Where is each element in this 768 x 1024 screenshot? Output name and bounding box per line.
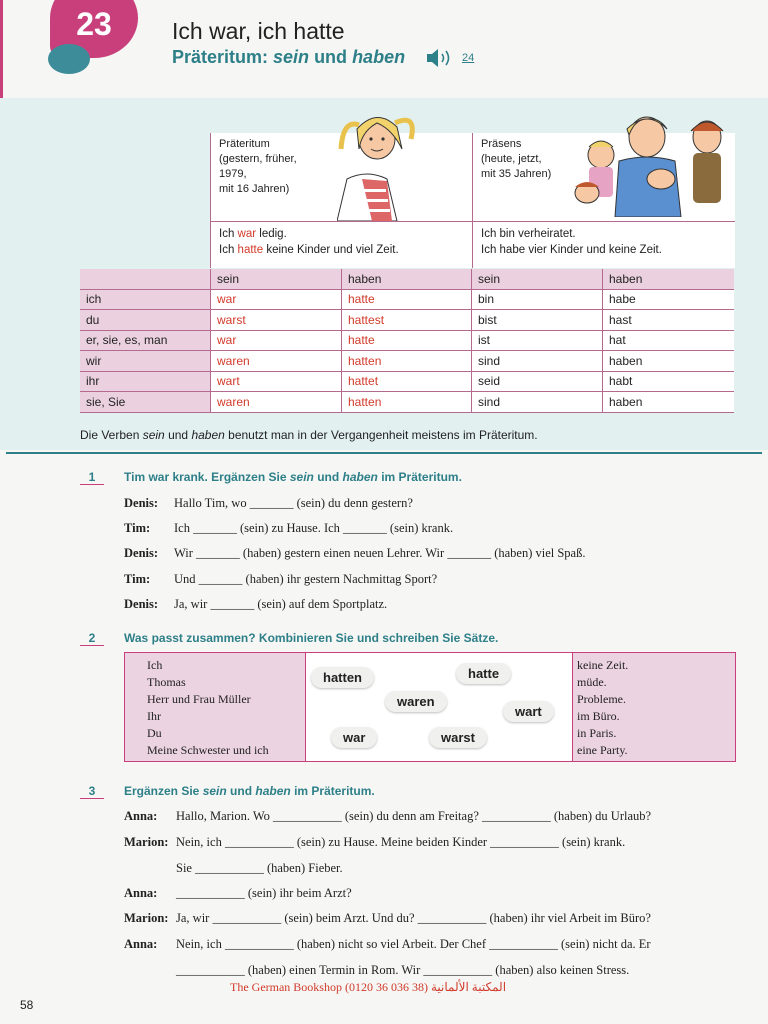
dialogue-line[interactable]: Hallo, Marion. Wo ___________ (sein) du denn am Freitag? ___________ (haben) du Urlaub?: [176, 809, 652, 823]
complement-item: müde.: [577, 675, 607, 689]
table-row: sie, Sie waren hatten sind haben: [80, 392, 734, 413]
complement-item: keine Zeit.: [577, 658, 629, 672]
example-hatte: Ich hatte keine Kinder und viel Zeit.: [219, 244, 399, 256]
praeteritum-examples: [219, 226, 399, 258]
col-header-sein-past: sein: [211, 269, 342, 289]
dialogue-speaker: Denis:: [124, 597, 159, 611]
exercise-2-title: Was passt zusammen? Kombinieren Sie und schreiben Sie Sätze.: [124, 631, 499, 645]
exercise-2-number: 2: [80, 631, 104, 646]
dialogue-speaker: Denis:: [124, 496, 159, 510]
dialogue-line[interactable]: Hallo Tim, wo _______ (sein) du denn gestern?: [174, 496, 413, 510]
dialogue-speaker: Anna:: [124, 937, 158, 951]
subject-item: Du: [147, 726, 162, 740]
audio-track-number[interactable]: 24: [462, 52, 475, 64]
complement-item: eine Party.: [577, 743, 628, 757]
verb-bubble[interactable]: hatten: [311, 667, 374, 688]
col-header-sein-present: sein: [472, 269, 603, 289]
dialogue-line[interactable]: Nein, ich ___________ (sein) zu Hause. Meine beiden Kinder ___________ (sein) krank.: [176, 835, 626, 849]
page-edge-marker: [0, 0, 3, 100]
example-sentences-row: [210, 221, 735, 268]
audio-icon[interactable]: [426, 48, 456, 72]
section-divider: [6, 452, 762, 454]
subject-item: Ich: [147, 658, 163, 672]
dialogue-line[interactable]: Ja, wir _______ (sein) auf dem Sportplatz.: [174, 597, 388, 611]
matching-box: [124, 652, 736, 762]
dialogue-line[interactable]: Ich _______ (sein) zu Hause. Ich _______ (sein) krank.: [174, 521, 454, 535]
verb-bubble[interactable]: wart: [503, 701, 554, 722]
subjects-column: [125, 653, 306, 761]
chapter-badge-accent: [48, 44, 90, 74]
table-row: ich war hatte bin habe: [80, 289, 734, 310]
subject-item: Herr und Frau Müller: [147, 692, 251, 706]
praesens-label: Präsens (heute, jetzt, mit 35 Jahren): [481, 138, 552, 180]
dialogue-speaker: Marion:: [124, 911, 169, 925]
dialogue-line[interactable]: ___________ (haben) einen Termin in Rom. Wir ___________ (haben) also keinen Stress.: [176, 963, 630, 977]
verb-bubble[interactable]: war: [331, 727, 377, 748]
table-row: du warst hattest bist hast: [80, 310, 734, 331]
subject-item: Thomas: [147, 675, 186, 689]
verb-bubble[interactable]: hatte: [456, 663, 511, 684]
young-woman-illustration: [337, 109, 447, 221]
dialogue-speaker: Tim:: [124, 572, 151, 586]
dialogue-speaker: Tim:: [124, 521, 151, 535]
praeteritum-label: Präteritum (gestern, früher, 1979, mit 16 Jahren): [219, 138, 297, 195]
praeteritum-cell: [211, 133, 473, 221]
page-title: Ich war, ich hatte: [172, 18, 345, 44]
grammar-note: Die Verben sein und haben benutzt man in der Vergangenheit meistens im Präteritum.: [80, 428, 538, 442]
col-header-haben-present: haben: [603, 269, 735, 289]
table-header-row: [80, 269, 734, 289]
dialogue-line[interactable]: Nein, ich ___________ (haben) nicht so viel Arbeit. Der Chef ___________ (sein) nicht da. Er: [176, 937, 651, 951]
dialogue-line[interactable]: Ja, wir ___________ (sein) beim Arzt. Und du? ___________ (haben) ihr viel Arbeit im Büro?: [176, 911, 651, 925]
bookshop-watermark: The German Bookshop (0120 36 036 38) المكتبة الألمانية: [230, 980, 507, 994]
dialogue-line[interactable]: Wir _______ (haben) gestern einen neuen Lehrer. Wir _______ (haben) viel Spaß.: [174, 546, 586, 560]
verb-bubble[interactable]: warst: [429, 727, 487, 748]
tense-illustration-row: [210, 133, 735, 221]
page-number: 58: [20, 998, 34, 1012]
praesens-cell: [473, 133, 734, 221]
family-illustration: [569, 107, 734, 217]
subject-item: Ihr: [147, 709, 161, 723]
table-row: ihr wart hattet seid habt: [80, 371, 734, 392]
dialogue-line[interactable]: Und _______ (haben) ihr gestern Nachmittag Sport?: [174, 572, 438, 586]
page-subtitle: Präteritum: sein und haben: [172, 47, 406, 67]
table-row: wir waren hatten sind haben: [80, 351, 734, 372]
complement-item: in Paris.: [577, 726, 617, 740]
col-header-haben-past: haben: [342, 269, 472, 289]
dialogue-speaker: Anna:: [124, 886, 158, 900]
verb-bubble[interactable]: waren: [385, 691, 447, 712]
exercise-1-number: 1: [80, 470, 104, 485]
subject-item: Meine Schwester und ich: [147, 743, 269, 757]
chapter-number: 23: [76, 6, 112, 42]
exercise-3-number: 3: [80, 784, 104, 799]
dialogue-speaker: Marion:: [124, 835, 169, 849]
dialogue-speaker: Denis:: [124, 546, 159, 560]
conjugation-table: [80, 269, 734, 413]
dialogue-line[interactable]: ___________ (sein) ihr beim Arzt?: [176, 886, 352, 900]
praesens-examples: Ich bin verheiratet. Ich habe vier Kinder und keine Zeit.: [481, 228, 662, 256]
example-war: Ich war ledig.: [219, 228, 287, 240]
complements-column: [572, 653, 735, 761]
exercise-3-title: Ergänzen Sie sein und haben im Präteritum.: [124, 784, 375, 798]
dialogue-speaker: Anna:: [124, 809, 158, 823]
complement-item: Probleme.: [577, 692, 626, 706]
exercise-1-title: Tim war krank. Ergänzen Sie sein und haben im Präteritum.: [124, 470, 462, 484]
dialogue-line[interactable]: Sie ___________ (haben) Fieber.: [176, 861, 343, 875]
table-row: er, sie, es, man war hatte ist hat: [80, 330, 734, 351]
complement-item: im Büro.: [577, 709, 620, 723]
